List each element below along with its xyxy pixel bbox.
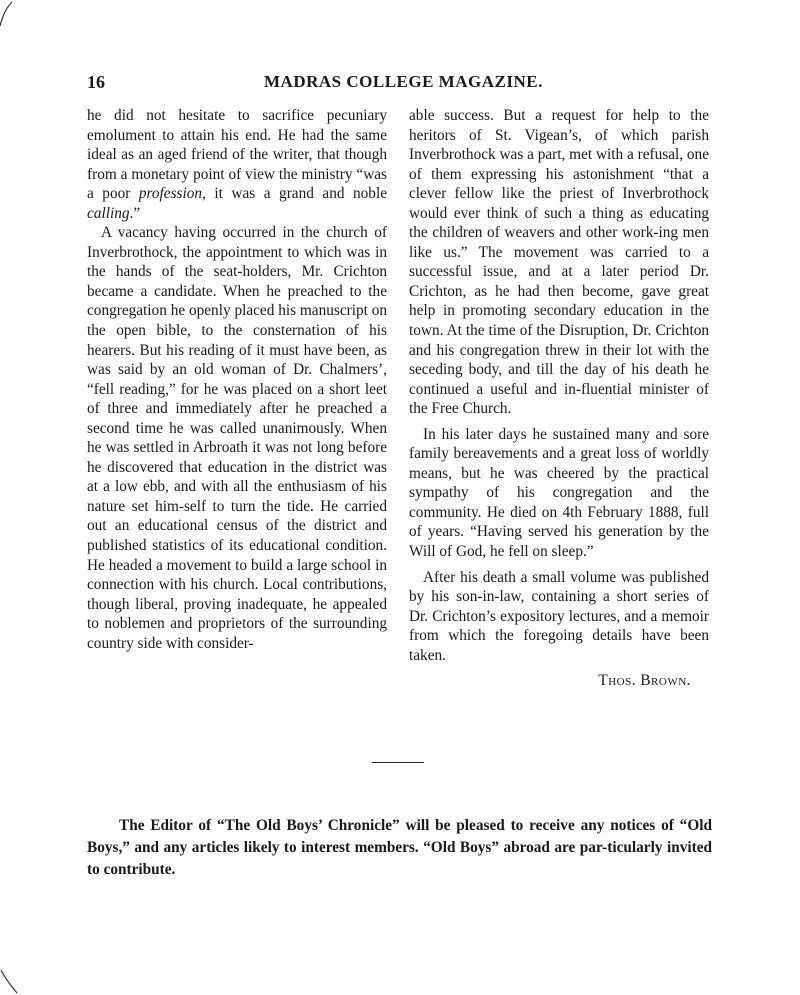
right-paragraph-3: After his death a small volume was published by his son-in-law, containing a short series of Dr. Crichton’s expository lectures, and a memoir from which the foregoing details have been taken. [409, 568, 709, 664]
section-divider [372, 762, 424, 763]
editor-notice: The Editor of “The Old Boys’ Chronicle” will be pleased to receive any notices of “Old Boys,” and any articles likely to interest members. “Old Boys” abroad are par-ticularly invited to contribute. [87, 817, 712, 879]
corner-scratch-bottom-left [0, 968, 20, 995]
right-column [409, 106, 709, 691]
right-paragraph-2: In his later days he sustained many and sore family bereavements and a great loss of worldly means, but he was cheered by the practical sympathy of his congregation and the community. He died on 4th February 1888, full of years. “Having served his generation by the Will of God, he fell on sleep.” [409, 425, 709, 561]
page-number: 16 [87, 72, 105, 92]
author-signature: Thos. Brown. [598, 672, 691, 690]
magazine-title: MADRAS COLLEGE MAGAZINE. [264, 72, 543, 91]
left-column [87, 106, 387, 653]
corner-scratch-top-left [0, 0, 14, 30]
page-header [87, 72, 710, 96]
left-paragraph-2: A vacancy having occurred in the church of Inverbrothock, the appointment to which was in the hands of the seat-holders, Mr. Crichton became a candidate. When he preached to the congregation he openly placed his manuscript on the open bible, to the consternation of his hearers. But his reading of it must have been, as was said by an old woman of Dr. Chalmers’, “fell reading,” for he was placed on a short leet of three and immediately after he preached a second time he was called unanimously. When he was settled in Arbroath it was not long before he discovered that education in the district was at a low ebb, and with all the enthusiasm of his nature set him-self to turn the tide. He carried out an educational census of the district and published statistics of its educational condition. He headed a movement to build a large school in connection with his church. Local contributions, though liberal, proving inadequate, he appealed to noblemen and proprietors of the surrounding country side with consider- [87, 224, 387, 652]
left-paragraph-1: he did not hesitate to sacrifice pecuniary emolument to attain his end. He had the same ideal as an aged friend of the writer, that though from a monetary point of view the ministry “was a poor profession, it was a grand and noble calling.” [87, 107, 387, 222]
right-paragraph-1: able success. But a request for help to the heritors of St. Vigean’s, of which parish Inverbrothock was a part, met with a refusal, one of them expressing his astonishment “that a clever fellow like the priest of Inverbrothock would ever think of such a thing as educating the children of weavers and other work-ing men like us.” The movement was carried to a successful issue, and at a later period Dr. Crichton, as he had then become, gave great help in promoting secondary education in the town. At the time of the Disruption, Dr. Crichton and his congregation threw in their lot with the seceding body, and till the day of his death he continued a useful and in-fluential minister of the Free Church. [409, 107, 709, 418]
